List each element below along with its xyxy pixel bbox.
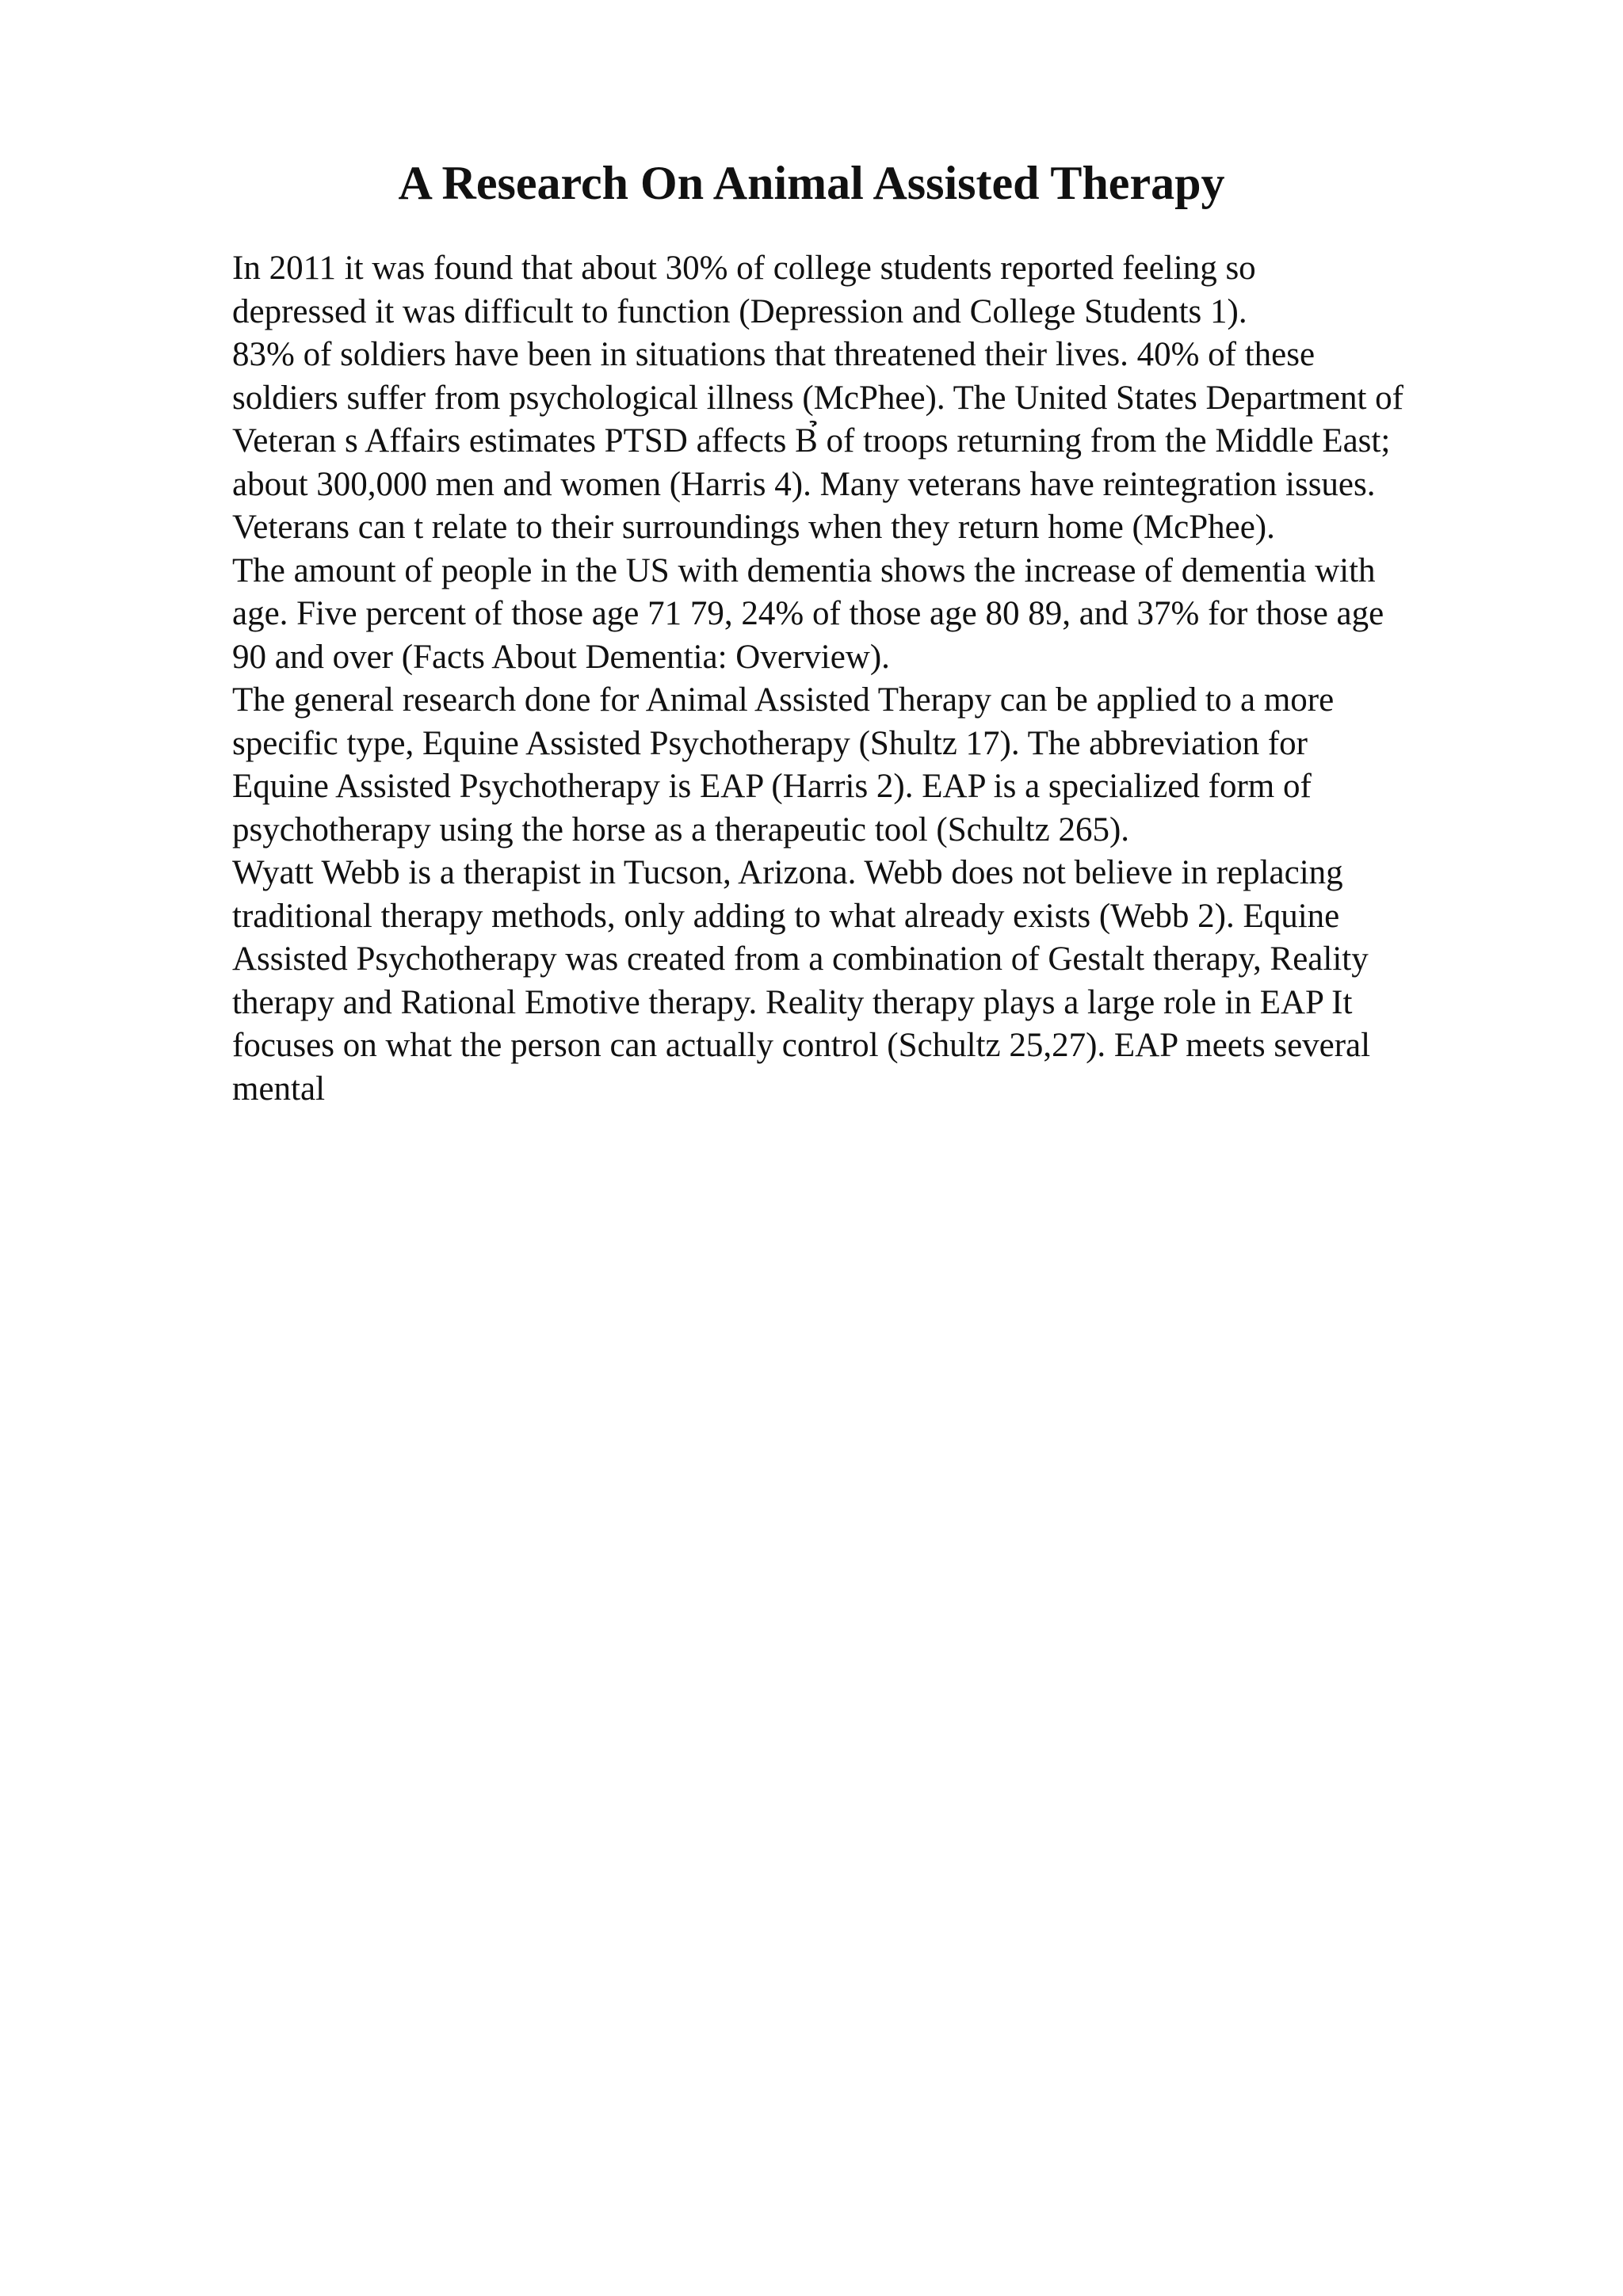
body-line: The amount of people in the US with dementia shows the increase of dementia with <box>232 551 1376 589</box>
body-line: 83% of soldiers have been in situations that threatened their lives. 40% of these <box>232 336 1316 373</box>
body-line: therapy and Rational Emotive therapy. Reality therapy plays a large role in EAP It <box>232 983 1353 1021</box>
body-line: focuses on what the person can actually control (Schultz 25,27). EAP meets several <box>232 1027 1371 1064</box>
body-line: mental <box>232 1070 326 1108</box>
body-line: The general research done for Animal Assisted Therapy can be applied to a more <box>232 681 1335 719</box>
body-line: psychotherapy using the horse as a therapeutic tool (Schultz 265). <box>232 810 1130 849</box>
body-line: Assisted Psychotherapy was created from a combination of Gestalt therapy, Reality <box>232 940 1369 978</box>
body-line: Wyatt Webb is a therapist in Tucson, Arizona. Webb does not believe in replacing <box>232 854 1343 891</box>
document-body <box>232 247 1532 1111</box>
body-line: specific type, Equine Assisted Psychotherapy (Shultz 17). The abbreviation for <box>232 724 1308 762</box>
body-line: soldiers suffer from psychological illness (McPhee). The United States Department of <box>232 379 1403 417</box>
document-title: A Research On Animal Assisted Therapy <box>398 157 1225 209</box>
body-line: In 2011 it was found that about 30% of college students reported feeling so <box>232 250 1256 287</box>
body-line: Equine Assisted Psychotherapy is EAP (Harris 2). EAP is a specialized form of <box>232 768 1312 805</box>
body-line: Veterans can t relate to their surroundings when they return home (McPhee). <box>232 509 1275 546</box>
body-line: depressed it was difficult to function (Depression and College Students 1). <box>232 292 1247 330</box>
body-line: age. Five percent of those age 71 79, 24% of those age 80 89, and 37% for those age <box>232 595 1384 632</box>
body-line: 90 and over (Facts About Dementia: Overview). <box>232 638 890 676</box>
body-line: Veteran s Affairs estimates PTSD affects B̉ of troops returning from the Middle East; <box>232 422 1391 460</box>
body-line: about 300,000 men and women (Harris 4). Many veterans have reintegration issues. <box>232 465 1376 503</box>
body-line: traditional therapy methods, only adding to what already exists (Webb 2). Equine <box>232 897 1340 935</box>
